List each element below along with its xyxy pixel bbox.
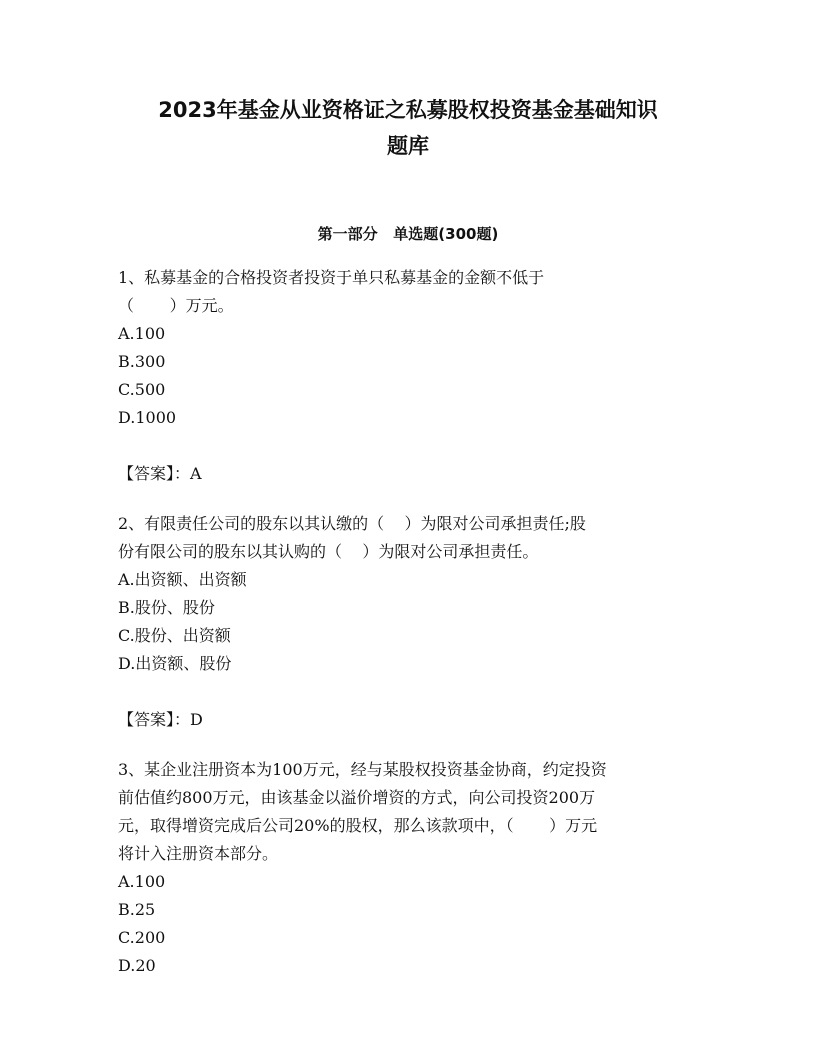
question-2 — [118, 510, 698, 734]
title-line-2: 题库 — [387, 134, 429, 158]
question-stem: 将计入注册资本部分。 — [118, 844, 279, 863]
option-c: C.500 — [118, 380, 166, 399]
answer-label: 【答案】：A — [118, 464, 202, 483]
question-stem: 元，取得增资完成后公司20%的股权，那么该款项中，（ ）万元 — [118, 816, 598, 835]
option-c: C.股份、出资额 — [118, 626, 231, 645]
option-b: B.25 — [118, 900, 156, 919]
question-stem: 1、私募基金的合格投资者投资于单只私募基金的金额不低于 — [118, 268, 545, 287]
option-d: D.出资额、股份 — [118, 654, 232, 673]
question-stem: 前估值约800万元，由该基金以溢价增资的方式，向公司投资200万 — [118, 788, 596, 807]
question-list — [118, 264, 698, 980]
option-c: C.200 — [118, 928, 166, 947]
document-title — [118, 92, 698, 164]
question-stem: 3、某企业注册资本为100万元，经与某股权投资基金协商，约定投资 — [118, 760, 607, 779]
question-stem: 2、有限责任公司的股东以其认缴的（ ）为限对公司承担责任;股 — [118, 514, 586, 533]
title-line-1: 2023年基金从业资格证之私募股权投资基金基础知识 — [158, 98, 658, 122]
question-1 — [118, 264, 698, 488]
option-b: B.300 — [118, 352, 166, 371]
option-a: A.出资额、出资额 — [118, 570, 247, 589]
question-stem: 份有限公司的股东以其认购的（ ）为限对公司承担责任。 — [118, 542, 539, 561]
option-d: D.20 — [118, 956, 156, 975]
option-b: B.股份、股份 — [118, 598, 215, 617]
option-a: A.100 — [118, 324, 166, 343]
answer-label: 【答案】：D — [118, 710, 203, 729]
question-3 — [118, 756, 698, 980]
question-stem: （ ）万元。 — [118, 296, 234, 315]
section-title: 第一部分 单选题(300题) — [317, 225, 499, 243]
option-d: D.1000 — [118, 408, 177, 427]
option-a: A.100 — [118, 872, 166, 891]
